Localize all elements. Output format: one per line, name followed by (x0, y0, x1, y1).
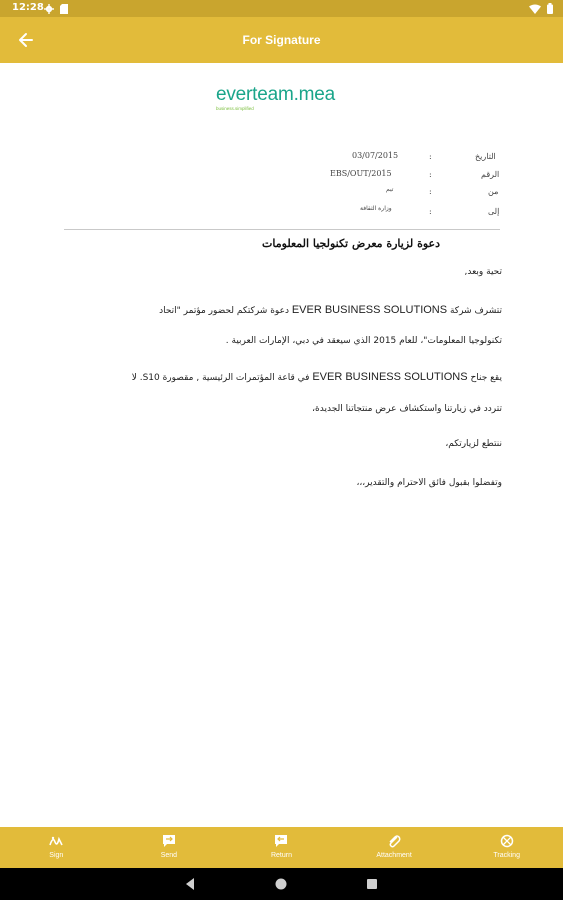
meta-date-value: 03/07/2015 (352, 151, 399, 160)
paperclip-icon (387, 834, 401, 848)
return-chat-icon (274, 834, 288, 848)
logo-text: everteam.mea (216, 84, 336, 105)
letter-paragraph-2 (60, 361, 502, 394)
status-bar (0, 0, 563, 17)
tab-attachment[interactable] (338, 827, 451, 868)
meta-to-label: إلى (488, 207, 500, 216)
tab-return-label: Return (270, 852, 292, 859)
tab-send-label: Send (160, 852, 178, 859)
sd-card-icon (60, 4, 68, 14)
p1-suffix: دعوة شركتكم لحضور مؤتمر "اتحاد (159, 306, 289, 316)
p2-prefix: يقع جناح (470, 373, 502, 383)
action-tab-bar (0, 827, 563, 868)
tab-return[interactable] (225, 827, 338, 868)
meta-from-sep: : (429, 187, 432, 196)
page-title: For Signature (242, 33, 321, 47)
meta-ref-sep: : (429, 170, 432, 179)
meta-ref-value: EBS/OUT/2015 (330, 169, 392, 178)
meta-from-value: تيم (386, 186, 394, 193)
back-triangle-icon[interactable] (182, 876, 198, 892)
meta-date-sep: : (429, 152, 432, 161)
letter-paragraph-1 (60, 294, 502, 327)
home-circle-icon[interactable] (273, 876, 289, 892)
letter-greeting: تحية وبعد, (464, 267, 502, 277)
header-divider (64, 229, 500, 230)
letter-paragraph-3: ننتطع لزيارتكم، (445, 439, 502, 449)
signature-icon (49, 834, 63, 848)
gear-icon (44, 4, 54, 14)
meta-from-label: من (488, 187, 499, 196)
p1-prefix: تتشرف شركة (449, 306, 502, 316)
p2-company: EVER BUSINESS SOLUTIONS (312, 371, 468, 383)
company-logo (216, 85, 356, 115)
recents-square-icon[interactable] (364, 876, 380, 892)
meta-date-label: التاريخ (475, 152, 496, 161)
wifi-icon (529, 4, 541, 14)
tab-tracking-label: Tracking (493, 852, 520, 859)
tab-attachment-label: Attachment (376, 852, 412, 859)
logo-tagline: business.simplified (216, 106, 254, 111)
app-bar (0, 17, 563, 63)
document-viewer[interactable] (0, 63, 563, 827)
battery-icon (547, 3, 553, 14)
tab-tracking[interactable] (450, 827, 563, 868)
meta-ref-label: الرقم (481, 170, 500, 179)
tab-sign[interactable] (0, 827, 113, 868)
status-time: 12:28 (12, 2, 44, 13)
send-chat-icon (162, 834, 176, 848)
p2-suffix: في قاعة المؤتمرات الرئيسية , مقصورة S10. لا (131, 373, 310, 383)
system-nav-bar (0, 868, 563, 900)
meta-to-sep: : (429, 207, 432, 216)
meta-to-value: وزارة الثقافة (360, 205, 392, 212)
letter-paragraph-1-line-2: تكنولوجيا المعلومات"، للعام 2015 الذي سيعقد في دبي، الإمارات العربية . (225, 336, 502, 346)
tab-send[interactable] (113, 827, 226, 868)
p1-company: EVER BUSINESS SOLUTIONS (291, 304, 448, 316)
letter-closing: وتفضلوا بقبول فائق الاحترام والتقدير،،، (356, 478, 502, 488)
tracking-icon (500, 834, 514, 848)
letter-paragraph-2-line-2: تتردد في زيارتنا واستكشاف عرض منتجاتنا الجديدة، (312, 404, 502, 414)
letter-subject: دعوة لزيارة معرض تكنولجيا المعلومات (262, 237, 440, 250)
tab-sign-label: Sign (49, 852, 64, 859)
